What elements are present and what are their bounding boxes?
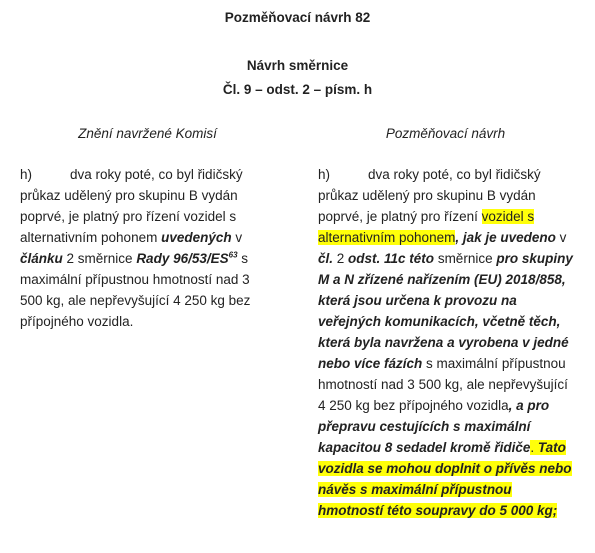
article-reference: Čl. 9 – odst. 2 – písm. h <box>222 82 373 97</box>
right-highlight-1: vozidel s alternativním pohonem <box>318 209 535 245</box>
proposal-title: Návrh směrnice <box>246 58 349 73</box>
right-bold-5: , a pro přepravu cestujících s maximální kapacitou 8 sedadel kromě řidiče <box>318 398 550 455</box>
left-text-1: dva roky poté, co byl řidičský průkaz udělený pro skupinu B vydán poprvé, je platný pro řízení vozidel s alternativním pohonem <box>20 167 243 245</box>
commission-text-column <box>20 164 275 332</box>
paragraph-letter: h) <box>20 167 33 182</box>
left-text-4: s maximální přípustnou hmotností nad 3 500 kg, ale nepřevyšující 4 250 kg bez přípojného vozidla. <box>20 251 251 329</box>
right-text-5: s maximální přípustnou hmotností nad 3 500 kg, ale nepřevyšující 4 250 kg bez přípojného vozidla <box>318 356 568 413</box>
right-bold-3: odst. 11c této <box>348 251 435 266</box>
right-bold-4: pro skupiny M a N zřízené nařízením (EU) 2018/858, která jsou určena k provozu na veřejných komunikacích, včetně těch, která byla navržena a vyrobena v jedné nebo více fázích <box>318 251 573 371</box>
left-bold-2: článku <box>20 251 63 266</box>
right-bold-1: , jak je uvedeno <box>455 230 556 245</box>
right-bold-2: čl. <box>318 251 334 266</box>
right-highlight-2: Tato vozidla se mohou doplnit o přívěs nebo návěs s maximální přípustnou hmotností této soupravy do 5 000 kg; <box>318 440 572 518</box>
right-text-3: 2 <box>333 251 349 266</box>
amendment-text-column <box>318 164 573 521</box>
left-bold-3: Rady 96/53/ES <box>136 251 229 266</box>
paragraph-letter: h) <box>318 167 331 182</box>
right-text-2: v <box>555 230 567 245</box>
left-text-3: 2 směrnice <box>62 251 137 266</box>
right-text-1: dva roky poté, co byl řidičský průkaz udělený pro skupinu B vydán poprvé, je platný pro řízení <box>318 167 541 224</box>
left-bold-1: uvedených <box>161 230 232 245</box>
right-text-4: směrnice <box>434 251 497 266</box>
amendment-heading: Pozměňovací návrh <box>385 126 506 141</box>
footnote-ref: 63 <box>228 250 238 260</box>
right-text-6: . <box>530 440 538 455</box>
left-text-2: v <box>231 230 243 245</box>
commission-text-heading: Znění navržené Komisí <box>78 126 217 141</box>
amendment-title: Pozměňovací návrh 82 <box>224 10 371 25</box>
